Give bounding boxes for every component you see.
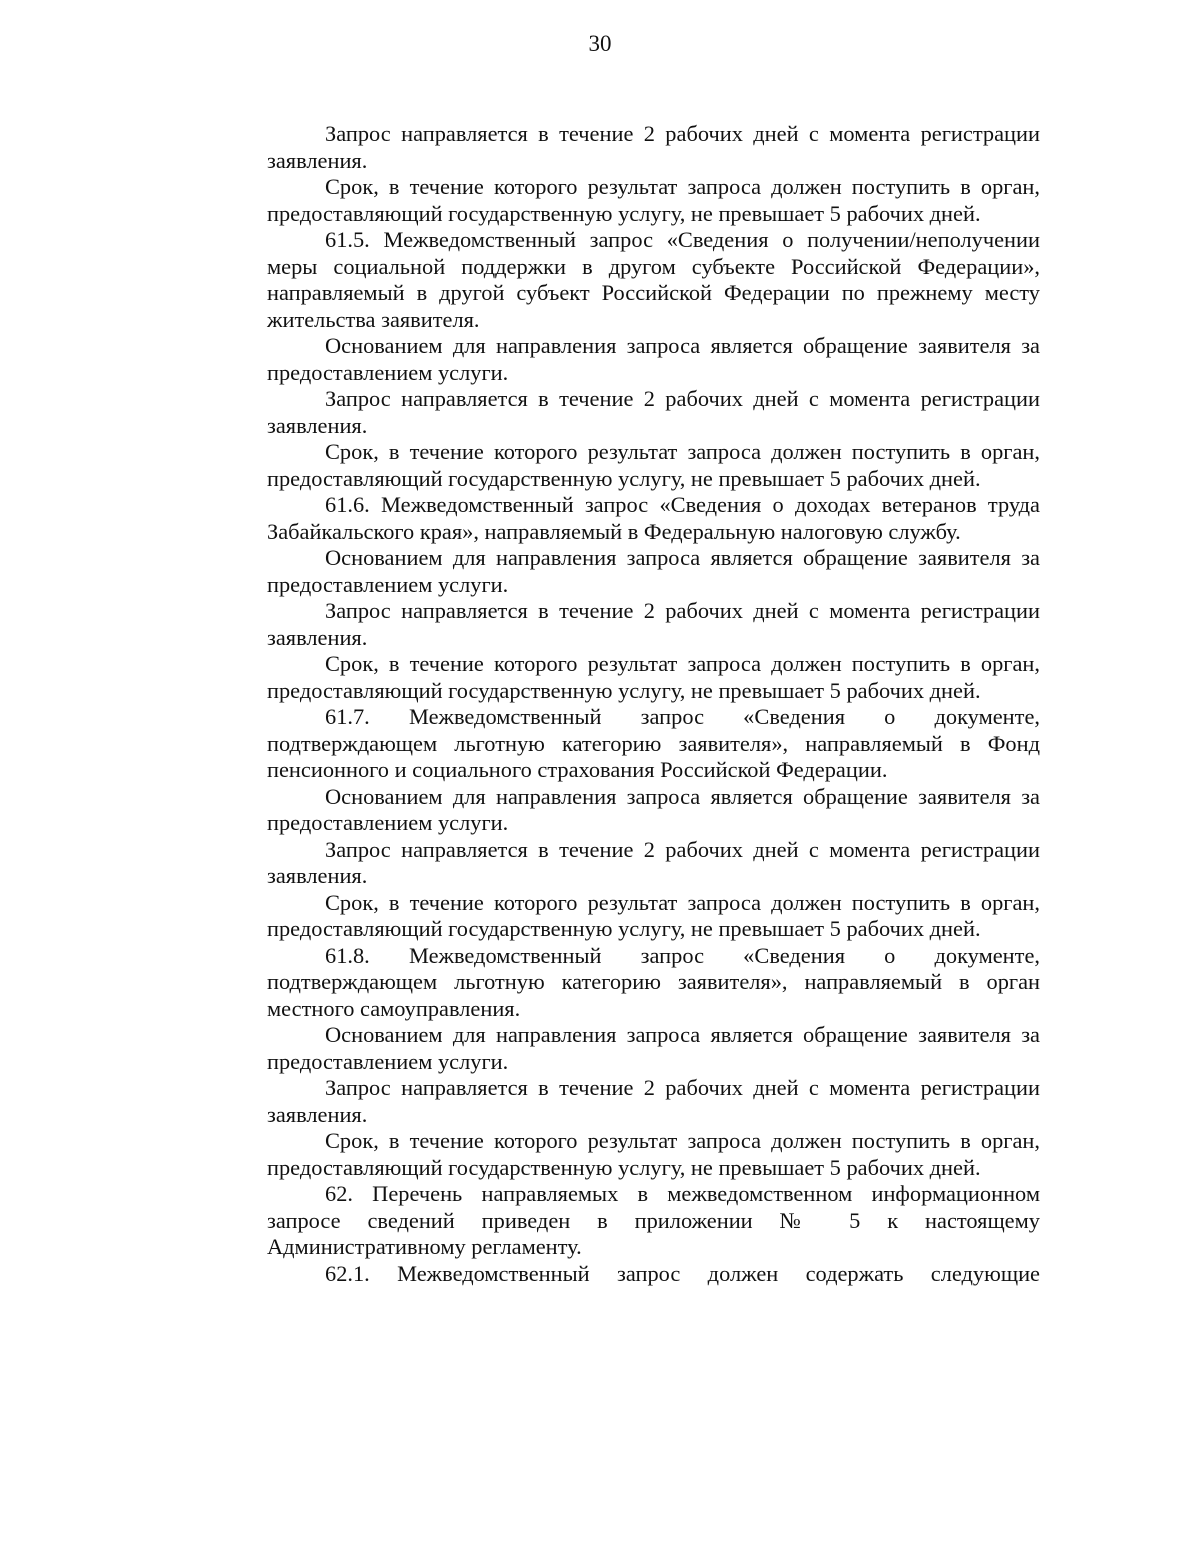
paragraph-request-deadline-1: Запрос направляется в течение 2 рабочих дней с момента регистрации заявления.	[267, 121, 1040, 173]
paragraph-response-deadline-1: Срок, в течение которого результат запроса должен поступить в орган, предоставляющий государственную услугу, не превышает 5 рабочих дней.	[267, 174, 1040, 226]
paragraph-request-basis-4: Основанием для направления запроса является обращение заявителя за предоставлением услуги.	[267, 1022, 1040, 1074]
paragraph-request-basis-2: Основанием для направления запроса является обращение заявителя за предоставлением услуги.	[267, 545, 1040, 597]
paragraph-response-deadline-5: Срок, в течение которого результат запроса должен поступить в орган, предоставляющий государственную услугу, не превышает 5 рабочих дней.	[267, 1128, 1040, 1180]
paragraph-item-62-1: 62.1. Межведомственный запрос должен содержать следующие	[325, 1260, 1040, 1286]
paragraph-request-basis-1: Основанием для направления запроса является обращение заявителя за предоставлением услуги.	[267, 333, 1040, 385]
paragraph-item-61-5: 61.5. Межведомственный запрос «Сведения о получении/неполучении меры социальной поддержки в другом субъекте Российской Федерации», направляемый в другой субъект Российской Федерации по прежнему месту жительства заявителя.	[267, 227, 1040, 332]
paragraph-response-deadline-4: Срок, в течение которого результат запроса должен поступить в орган, предоставляющий государственную услугу, не превышает 5 рабочих дней.	[267, 889, 1040, 941]
paragraph-item-62: 62. Перечень направляемых в межведомственном информационном запросе сведений приведен в приложении № 5 к настоящему Административному регламенту.	[267, 1181, 1040, 1259]
paragraph-item-61-7: 61.7. Межведомственный запрос «Сведения о документе, подтверждающем льготную категорию заявителя», направляемый в Фонд пенсионного и социального страхования Российской Федерации.	[267, 704, 1040, 782]
paragraph-request-deadline-4: Запрос направляется в течение 2 рабочих дней с момента регистрации заявления.	[267, 836, 1040, 888]
document-body	[267, 121, 1040, 1287]
paragraph-request-deadline-2: Запрос направляется в течение 2 рабочих дней с момента регистрации заявления.	[267, 386, 1040, 438]
paragraph-request-deadline-5: Запрос направляется в течение 2 рабочих дней с момента регистрации заявления.	[267, 1075, 1040, 1127]
page-number: 30	[588, 31, 612, 56]
paragraph-request-deadline-3: Запрос направляется в течение 2 рабочих дней с момента регистрации заявления.	[267, 598, 1040, 650]
paragraph-request-basis-3: Основанием для направления запроса является обращение заявителя за предоставлением услуги.	[267, 783, 1040, 835]
paragraph-response-deadline-3: Срок, в течение которого результат запроса должен поступить в орган, предоставляющий государственную услугу, не превышает 5 рабочих дней.	[267, 651, 1040, 703]
paragraph-item-61-8: 61.8. Межведомственный запрос «Сведения о документе, подтверждающем льготную категорию заявителя», направляемый в орган местного самоуправления.	[267, 942, 1040, 1021]
paragraph-response-deadline-2: Срок, в течение которого результат запроса должен поступить в орган, предоставляющий государственную услугу, не превышает 5 рабочих дней.	[267, 439, 1040, 491]
paragraph-item-61-6: 61.6. Межведомственный запрос «Сведения о доходах ветеранов труда Забайкальского края», направляемый в Федеральную налоговую службу.	[267, 492, 1040, 544]
